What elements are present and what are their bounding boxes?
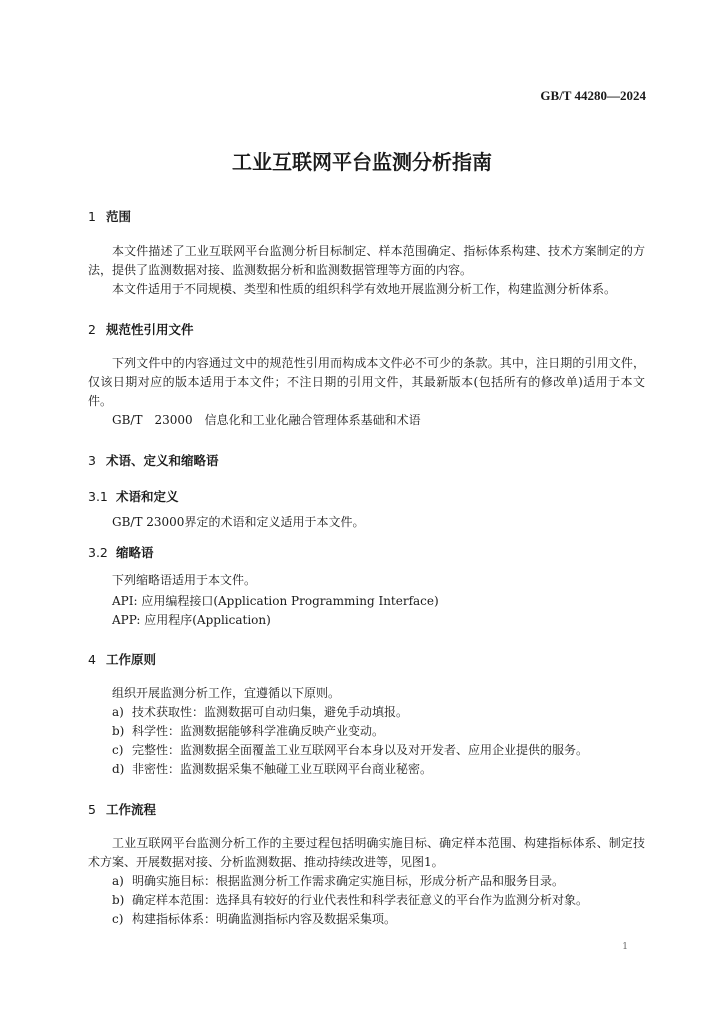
section-number: 1 [88,209,96,224]
section-title: 工作原则 [106,652,157,667]
section-1-paragraph-2: 本文件适用于不同规模、类型和性质的组织科学有效地开展监测分析工作，构建监测分析体系。 [112,282,617,296]
list-label: c) [112,912,124,926]
list-text: 确定样本范围：选择具有较好的行业代表性和科学表征意义的平台作为监测分析对象。 [132,893,589,907]
list-text: 非密性：监测数据采集不触碰工业互联网平台商业秘密。 [132,762,433,776]
section-3-heading [88,451,219,469]
section-2-paragraph-1: 下列文件中的内容通过文中的规范性引用而构成本文件必不可少的条款。其中，注日期的引用文件，仅该日期对应的版本适用于本文件；不注日期的引用文件，其最新版本(包括所有的修改单)适用于本文件。 [88,356,645,408]
workflow-item-b [112,891,588,910]
section-4-intro: 组织开展监测分析工作，宜遵循以下原则。 [112,686,341,700]
list-label: d) [112,762,125,776]
principle-item-b [112,722,384,741]
section-number: 3.2 [88,545,108,560]
section-number: 3.1 [88,489,108,504]
section-number: 5 [88,802,96,817]
section-title: 规范性引用文件 [106,322,194,337]
section-5-paragraph-1: 工业互联网平台监测分析工作的主要过程包括明确实施目标、确定样本范围、构建指标体系、制定技术方案、开展数据对接、分析监测数据、推动持续改进等，见图1。 [88,836,645,869]
list-label: a) [112,874,124,888]
abbreviation-app: APP: 应用程序(Application) [112,613,271,627]
principle-item-a [112,703,408,722]
section-1-paragraph-1: 本文件描述了工业互联网平台监测分析目标制定、样本范围确定、指标体系构建、技术方案制定的方法，提供了监测数据对接、监测数据分析和监测数据管理等方面的内容。 [88,244,645,277]
section-number: 3 [88,453,96,468]
section-3-2-heading [88,543,154,561]
section-title: 缩略语 [116,545,154,560]
list-label: a) [112,705,124,719]
section-title: 术语、定义和缩略语 [106,453,219,468]
principle-item-c [112,741,588,760]
section-5-heading [88,800,156,818]
normative-reference: GB/T 23000 信息化和工业化融合管理体系基础和术语 [112,413,421,427]
document-title: 工业互联网平台监测分析指南 [232,150,492,174]
principle-item-d [112,760,432,779]
page-number: 1 [622,942,628,952]
list-text: 明确实施目标：根据监测分析工作需求确定实施目标，形成分析产品和服务目录。 [132,874,565,888]
list-text: 构建指标体系：明确监测指标内容及数据采集项。 [132,912,397,926]
section-3-1-text: GB/T 23000界定的术语和定义适用于本文件。 [112,515,365,529]
section-title: 术语和定义 [116,489,179,504]
section-title: 范围 [106,209,132,224]
section-2-heading [88,320,194,338]
section-title: 工作流程 [106,802,157,817]
standard-code: GB/T 44280—2024 [540,88,646,103]
section-number: 4 [88,652,96,667]
section-3-2-intro: 下列缩略语适用于本文件。 [112,573,257,587]
list-label: b) [112,893,125,907]
workflow-item-a [112,872,564,891]
list-text: 完整性：监测数据全面覆盖工业互联网平台本身以及对开发者、应用企业提供的服务。 [132,743,589,757]
section-1-heading [88,207,131,225]
list-text: 科学性：监测数据能够科学准确反映产业变动。 [132,724,385,738]
workflow-item-c [112,910,396,929]
list-label: c) [112,743,124,757]
section-3-1-heading [88,487,179,505]
abbreviation-api: API: 应用编程接口(Application Programming Interface) [112,594,439,608]
list-text: 技术获取性：监测数据可自动归集，避免手动填报。 [132,705,409,719]
list-label: b) [112,724,125,738]
section-number: 2 [88,322,96,337]
section-4-heading [88,650,156,668]
